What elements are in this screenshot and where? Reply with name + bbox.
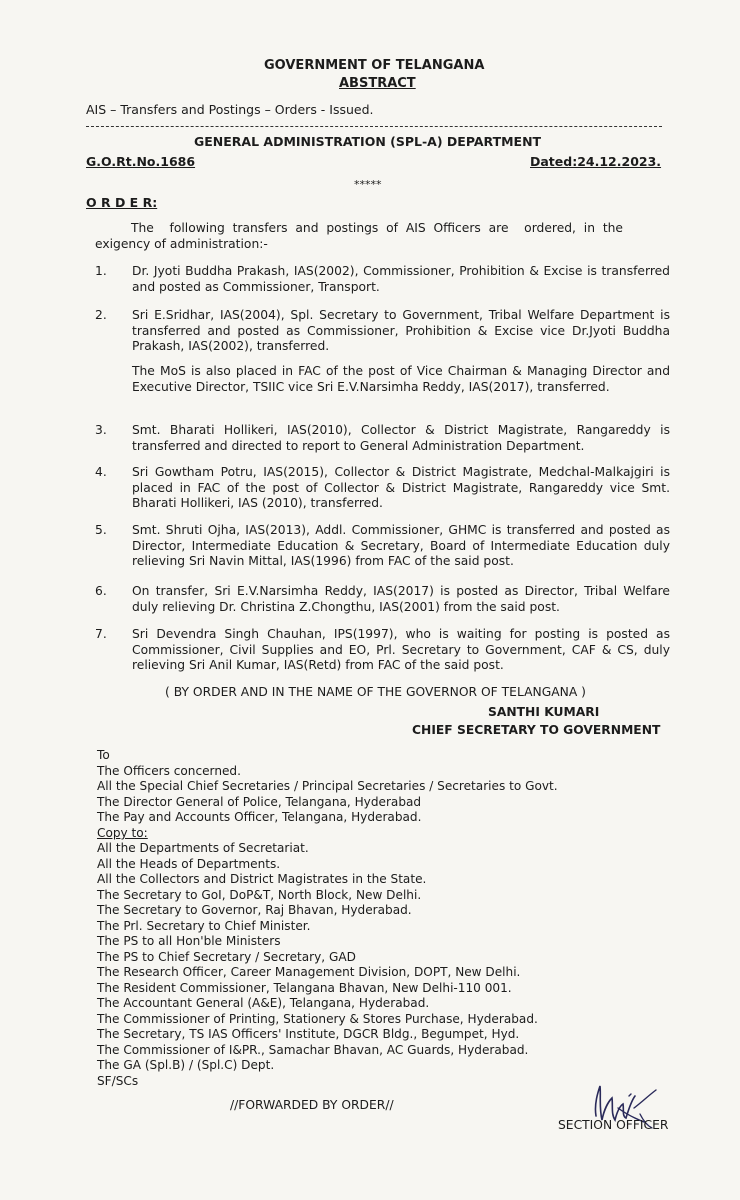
order-item-text: Dr. Jyoti Buddha Prakash, IAS(2002), Commissioner, Prohibition & Excise is transferred and posted as Commissioner, Transport. — [132, 264, 670, 294]
abstract-title: ABSTRACT — [339, 76, 416, 91]
to-label: To — [97, 748, 110, 762]
copy-recipient: The PS to all Hon'ble Ministers — [97, 934, 281, 948]
copy-recipient: SF/SCs — [97, 1074, 139, 1088]
copy-recipient: The Research Officer, Career Management Division, DOPT, New Delhi. — [97, 965, 521, 979]
department-title: GENERAL ADMINISTRATION (SPL-A) DEPARTMENT — [194, 134, 542, 149]
copy-recipient: The Secretary to GoI, DoP&T, North Block, New Delhi. — [97, 888, 422, 902]
item-number: 3. — [95, 423, 107, 437]
order-heading: O R D E R: — [86, 195, 158, 210]
copy-recipient: All the Collectors and District Magistrates in the State. — [97, 872, 427, 886]
dated: Dated:24.12.2023. — [530, 154, 662, 169]
copy-label: Copy to: — [97, 826, 148, 840]
copy-recipient: All the Departments of Secretariat. — [97, 841, 309, 855]
intro-line-2: exigency of administration:- — [95, 237, 268, 251]
copy-recipient: The PS to Chief Secretary / Secretary, GAD — [97, 950, 356, 964]
order-item-text: Smt. Bharati Hollikeri, IAS(2010), Collector & District Magistrate, Rangareddy is transferred and directed to report to General Administration Department. — [132, 423, 670, 453]
order-item-text: Smt. Shruti Ojha, IAS(2013), Addl. Commissioner, GHMC is transferred and posted as Director, Intermediate Education & Secretary, Board of Intermediate Education duly relieving Sri Navin Mittal, IAS(1996) from FAC of the said post. — [132, 523, 670, 569]
copy-recipient: The Commissioner of Printing, Stationery & Stores Purchase, Hyderabad. — [97, 1012, 538, 1026]
subject-line: AIS – Transfers and Postings – Orders - Issued. — [86, 102, 374, 117]
to-recipient: The Pay and Accounts Officer, Telangana, Hyderabad. — [97, 810, 422, 824]
dashed-divider — [86, 126, 662, 127]
item-number: 2. — [95, 308, 107, 322]
signatory-name: SANTHI KUMARI — [488, 705, 600, 719]
item-number: 5. — [95, 523, 107, 537]
item-number: 7. — [95, 627, 107, 641]
copy-recipient: The Commissioner of I&PR., Samachar Bhavan, AC Guards, Hyderabad. — [97, 1043, 529, 1057]
to-recipient: All the Special Chief Secretaries / Principal Secretaries / Secretaries to Govt. — [97, 779, 558, 793]
to-recipient: The Director General of Police, Telangana, Hyderabad — [97, 795, 422, 809]
go-number: G.O.Rt.No.1686 — [86, 154, 196, 169]
copy-recipient: The Secretary, TS IAS Officers' Institute, DGCR Bldg., Begumpet, Hyd. — [97, 1027, 520, 1041]
item-number: 6. — [95, 584, 107, 598]
to-recipient: The Officers concerned. — [97, 764, 241, 778]
item-number: 4. — [95, 465, 107, 479]
copy-recipient: The Secretary to Governor, Raj Bhavan, Hyderabad. — [97, 903, 412, 917]
government-title: GOVERNMENT OF TELANGANA — [264, 58, 485, 73]
copy-recipient: All the Heads of Departments. — [97, 857, 281, 871]
order-item-text: Sri E.Sridhar, IAS(2004), Spl. Secretary to Government, Tribal Welfare Department is transferred and posted as Commissioner, Prohibition & Excise vice Dr.Jyoti Buddha Prakash, IAS(2002), transferred. — [132, 308, 670, 354]
copy-recipient: The Prl. Secretary to Chief Minister. — [97, 919, 311, 933]
stars-separator: ***** — [354, 178, 382, 191]
copy-recipient: The Accountant General (A&E), Telangana, Hyderabad. — [97, 996, 430, 1010]
order-item-text: Sri Devendra Singh Chauhan, IPS(1997), who is waiting for posting is posted as Commissioner, Civil Supplies and EO, Prl. Secretary to Government, CAF & CS, duly relieving Sri Anil Kumar, IAS(Retd) from FAC of the said post. — [132, 627, 670, 673]
order-item-text: On transfer, Sri E.V.Narsimha Reddy, IAS(2017) is posted as Director, Tribal Welfare duly relieving Dr. Christina Z.Chongthu, IAS(2001) from the said post. — [132, 584, 670, 614]
forwarded-by-order: //FORWARDED BY ORDER// — [230, 1098, 394, 1112]
intro-line-1: The following transfers and postings of AIS Officers are ordered, in the — [131, 221, 623, 235]
order-item-extra-text: The MoS is also placed in FAC of the post of Vice Chairman & Managing Director and Executive Director, TSIIC vice Sri E.V.Narsimha Reddy, IAS(2017), transferred. — [132, 364, 670, 394]
copy-recipient: The GA (Spl.B) / (Spl.C) Dept. — [97, 1058, 275, 1072]
order-item-text: Sri Gowtham Potru, IAS(2015), Collector & District Magistrate, Medchal-Malkajgiri is placed in FAC of the post of Collector & District Magistrate, Rangareddy vice Smt. Bharati Hollikeri, IAS (2010), transferred. — [132, 465, 670, 511]
copy-recipient: The Resident Commissioner, Telangana Bhavan, New Delhi-110 001. — [97, 981, 512, 995]
signatory-title: CHIEF SECRETARY TO GOVERNMENT — [412, 723, 661, 737]
item-number: 1. — [95, 264, 107, 278]
section-officer-label: SECTION OFFICER — [558, 1118, 669, 1132]
governor-line: ( BY ORDER AND IN THE NAME OF THE GOVERNOR OF TELANGANA ) — [165, 685, 586, 699]
